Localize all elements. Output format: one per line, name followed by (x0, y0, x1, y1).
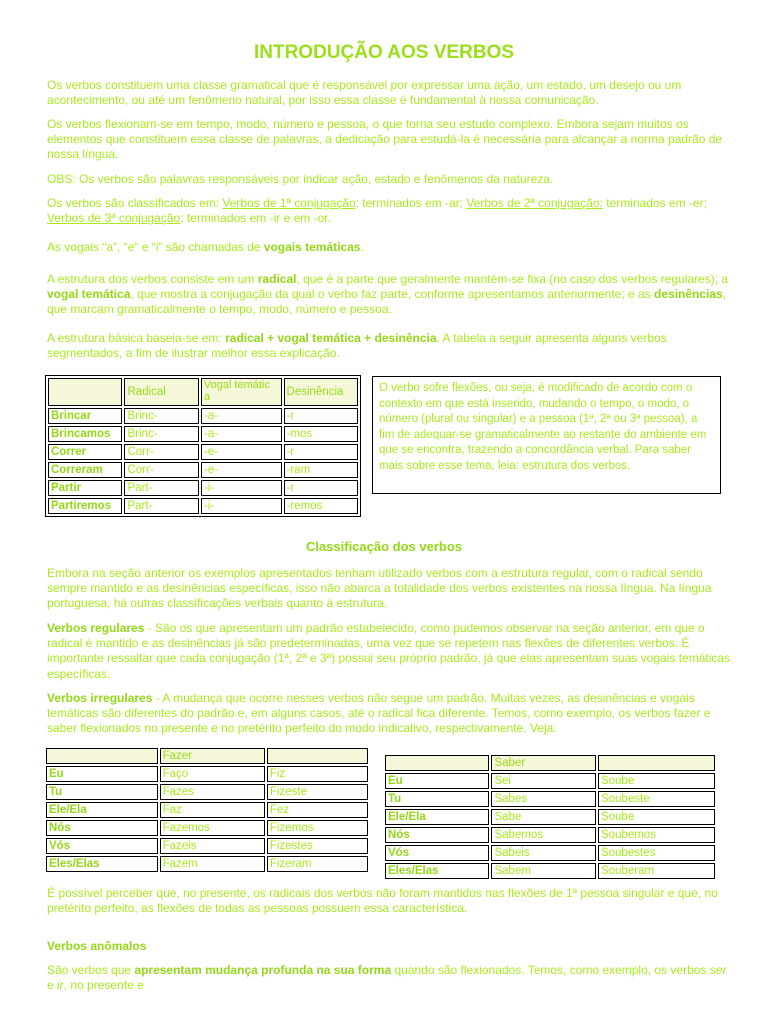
table-cell: Sabemos (491, 827, 595, 843)
table-header-cell: Fazer (160, 748, 265, 764)
table-cell: Brincar (48, 408, 122, 424)
table-cell: Brincamos (48, 426, 122, 442)
table-cell: -i- (201, 498, 282, 514)
table-cell: Eles/Elas (46, 856, 158, 872)
table-cell: Vós (385, 845, 489, 861)
table-row (385, 845, 715, 861)
paragraph-intro: Os verbos constituem uma classe gramatical que é responsável por expressar uma ação, um estado, um desejo ou um acontecimento, ou até um fenômeno natural, por isso essa classe é fundamental à nossa comunicação. (47, 78, 682, 108)
bold-term: vogal temática (47, 287, 131, 302)
section-title: Classificação dos verbos (305, 539, 463, 554)
table-cell: Soubemos (598, 827, 715, 843)
table-cell: Fizeram (267, 856, 368, 872)
table-cell: Part- (124, 480, 198, 496)
text-segment: : terminados em -ar; (355, 196, 467, 210)
table-cell: Soubestes (598, 845, 715, 861)
text-segment: , que é a parte que geralmente mantém-se fixa (no caso dos verbos regulares); a (296, 272, 729, 286)
table-cell: Sabe (491, 809, 595, 825)
table-cell: Sabeis (491, 845, 595, 861)
table-cell: Sabes (491, 791, 595, 807)
table-cell: Fazemos (160, 820, 265, 836)
paragraph-classification: Embora na seção anterior os exemplos apresentados tenham utilizado verbos com a estrutura regular, com o radical sendo sempre mantido e as desinências específicas, isso não abarca a totalidade dos verbos existentes na nossa língua. Na língua portuguesa, há outras classificações verbais quanto à estrutura. (47, 566, 712, 611)
text-segment: A estrutura dos verbos consiste em um (47, 272, 258, 286)
bold-term: desinências (654, 287, 723, 302)
text-segment: , que mostra a conjugação da qual o verbo faz parte, conforme apresentamos anteriormente; e as (130, 287, 655, 302)
paragraph-obs: OBS: Os verbos são palavras responsáveis por indicar ação, estado e fenômenos da natureza. (47, 172, 554, 186)
paragraph-regular-verbs (47, 621, 732, 682)
text-segment: São verbos que (47, 963, 135, 977)
table-cell: Fizestes (267, 838, 368, 854)
table-row (385, 791, 715, 807)
text-segment: , no presente e (63, 978, 144, 993)
paragraph-observation: É possível perceber que, no presente, os radicais dos verbos não foram mantidos nas flexões de 1ª pessoa singular e que, no pretérito perfeito, as flexões de todas as pessoas possuem essa característica. (47, 886, 718, 916)
italic-term: ser (709, 963, 727, 977)
table-cell: -r (284, 480, 358, 496)
table-row (385, 809, 715, 825)
fazer-conjugation-table (44, 746, 370, 874)
text-segment: . A tabela a seguir apresenta alguns verbos segmentados, a fim de ilustrar melhor essa explicação. (47, 331, 667, 361)
table-header-row (46, 748, 368, 764)
verb-segmentation-table (45, 375, 361, 517)
table-header-row (385, 755, 715, 771)
table-cell: Tu (46, 784, 158, 800)
table-cell: Corr- (124, 444, 198, 460)
bold-term: radical + vogal temática + desinência (225, 331, 437, 345)
table-cell: Soube (598, 773, 715, 789)
table-cell: -e- (201, 444, 282, 460)
table-cell: Tu (385, 791, 489, 807)
text-segment: As vogais “a”, “e” e “i” são chamadas de (47, 240, 264, 254)
table-cell: Faço (160, 766, 265, 782)
paragraph-basic-structure (47, 331, 732, 361)
table-cell: Fizemos (267, 820, 368, 836)
paragraph-structure (47, 272, 732, 318)
table-row (46, 784, 368, 800)
text-segment: quando são flexionados. Temos, como exemplo, os verbos (391, 963, 710, 977)
table-cell: -mos (284, 426, 358, 442)
table-cell: -e- (201, 462, 282, 478)
table-cell: Soubeste (598, 791, 715, 807)
table-header-cell (48, 378, 122, 406)
bold-term: Verbos irregulares (47, 691, 153, 705)
table-cell: -r (284, 444, 358, 460)
table-cell: -a- (201, 426, 282, 442)
table-cell: Eu (46, 766, 158, 782)
table-header-cell (598, 755, 715, 771)
anomalous-verbs-title: Verbos anômalos (47, 939, 147, 953)
table-header-cell (385, 755, 489, 771)
table-cell: Fazes (160, 784, 265, 800)
table-row (46, 802, 368, 818)
bold-term: apresentam mudança profunda na sua forma (134, 963, 392, 977)
table-row (48, 408, 358, 424)
table-row (46, 766, 368, 782)
table-cell: Partiremos (48, 498, 122, 514)
table-cell: Fazem (160, 856, 265, 872)
table-cell: Sei (491, 773, 595, 789)
table-cell: Fez (267, 802, 368, 818)
table-cell: Fazeis (160, 838, 265, 854)
table-cell: Nós (385, 827, 489, 843)
table-cell: Fiz (267, 766, 368, 782)
table-row (46, 856, 368, 872)
text-segment: - A mudança que ocorre nesses verbos não segue um padrão. Muitas vezes, as desinências e vogais temáticas são diferentes do padrão e, em alguns casos, até o radical fica diferente. Temos, como exemplo, os verbos fazer e saber flexionados no presente e no pretérito perfeito do modo indicativo, respectivamente. Veja: (47, 691, 711, 736)
table-cell: -i- (201, 480, 282, 496)
table-header-cell: Desinência (284, 378, 358, 406)
table-cell: Vós (46, 838, 158, 854)
table-cell: Soube (598, 809, 715, 825)
italic-term: ir (57, 978, 64, 993)
table-row (46, 820, 368, 836)
table-header-cell (267, 748, 368, 764)
table-cell: Brinc- (124, 426, 198, 442)
text-segment: e (47, 978, 58, 993)
table-cell: Ele/Ela (46, 802, 158, 818)
conjugation-2-link[interactable]: Verbos de 2ª conjugação: (466, 196, 603, 210)
table-header-cell (46, 748, 158, 764)
table-header-cell: Saber (491, 755, 595, 771)
table-row (46, 838, 368, 854)
table-row (385, 827, 715, 843)
page-title: INTRODUÇÃO AOS VERBOS (253, 42, 515, 63)
saber-conjugation-table (383, 753, 717, 881)
table-header-cell: Vogal temátic a (201, 378, 282, 406)
paragraph-conjugations (47, 196, 732, 226)
table-header-row (48, 378, 358, 406)
conjugation-1-link[interactable]: Verbos de 1ª conjugação (222, 196, 356, 210)
text-segment: A estrutura básica baseia-se em: (47, 331, 226, 345)
conjugation-3-link[interactable]: Verbos de 3ª conjugação (47, 211, 181, 226)
text-segment: : terminados em -ir e em -or. (180, 211, 331, 226)
table-cell: Fizeste (267, 784, 368, 800)
text-segment: terminados em -er; (602, 196, 707, 210)
bold-term: radical (257, 272, 297, 286)
table-row (48, 444, 358, 460)
table-cell: -remos (284, 498, 358, 514)
table-cell: Faz (160, 802, 265, 818)
text-segment: , que marcam gramaticalmente o tempo, modo, número e pessoa. (47, 287, 727, 317)
paragraph-anomalous-verbs (47, 963, 732, 993)
text-segment: - São os que apresentam um padrão estabelecido, como pudemos observar na seção anterior, em que o radical é mantido e as desinências já são predeterminadas, uma vez que se repetem nas flexões de diferentes verbos. É importante ressaltar que cada conjugação (1ª, 2ª e 3ª) possui seu próprio padrão, já que elas apresentam suas vogais temáticas específicas. (47, 621, 731, 681)
table-cell: Souberam (598, 863, 715, 879)
table-cell: Brinc- (124, 408, 198, 424)
table-cell: Part- (124, 498, 198, 514)
table-cell: Corr- (124, 462, 198, 478)
info-box: O verbo sofre flexões, ou seja, é modificado de acordo com o contexto em que está inserido, mudando o tempo, o modo, o número (plural ou singular) e a pessoa (1ª, 2ª ou 3ª pessoa), a fim de adequar-se gramaticalmente ao restante do ambiente em que se encontra, trazendo a concordância verbal. Para saber mais sobre esse tema, leia: estrutura dos verbos. (372, 376, 721, 494)
table-header-cell: Radical (124, 378, 198, 406)
table-cell: Partir (48, 480, 122, 496)
table-cell: -ram (284, 462, 358, 478)
table-row (48, 498, 358, 514)
table-cell: Eu (385, 773, 489, 789)
paragraph-irregular-verbs (47, 691, 732, 737)
bold-term: vogais temáticas (263, 240, 361, 254)
table-cell: Eles/Elas (385, 863, 489, 879)
paragraph-vowels (47, 240, 732, 255)
bold-term: Verbos regulares (47, 621, 145, 635)
table-row (385, 773, 715, 789)
table-cell: Correr (48, 444, 122, 460)
table-cell: -r (284, 408, 358, 424)
table-row (48, 426, 358, 442)
table-cell: Sabem (491, 863, 595, 879)
table-cell: Ele/Ela (385, 809, 489, 825)
text-segment: Os verbos são classificados em: (47, 196, 223, 210)
text-segment: . (360, 240, 364, 254)
table-row (385, 863, 715, 879)
table-row (48, 480, 358, 496)
table-cell: Correram (48, 462, 122, 478)
table-cell: -a- (201, 408, 282, 424)
table-row (48, 462, 358, 478)
paragraph-flexion: Os verbos flexionam-se em tempo, modo, número e pessoa, o que torna seu estudo complexo. Embora sejam muitos os elementos que constituem essa classe de palavras, a dedicação para estudá-la é necessária para alcançar a norma padrão de nossa língua. (47, 117, 723, 162)
table-cell: Nós (46, 820, 158, 836)
